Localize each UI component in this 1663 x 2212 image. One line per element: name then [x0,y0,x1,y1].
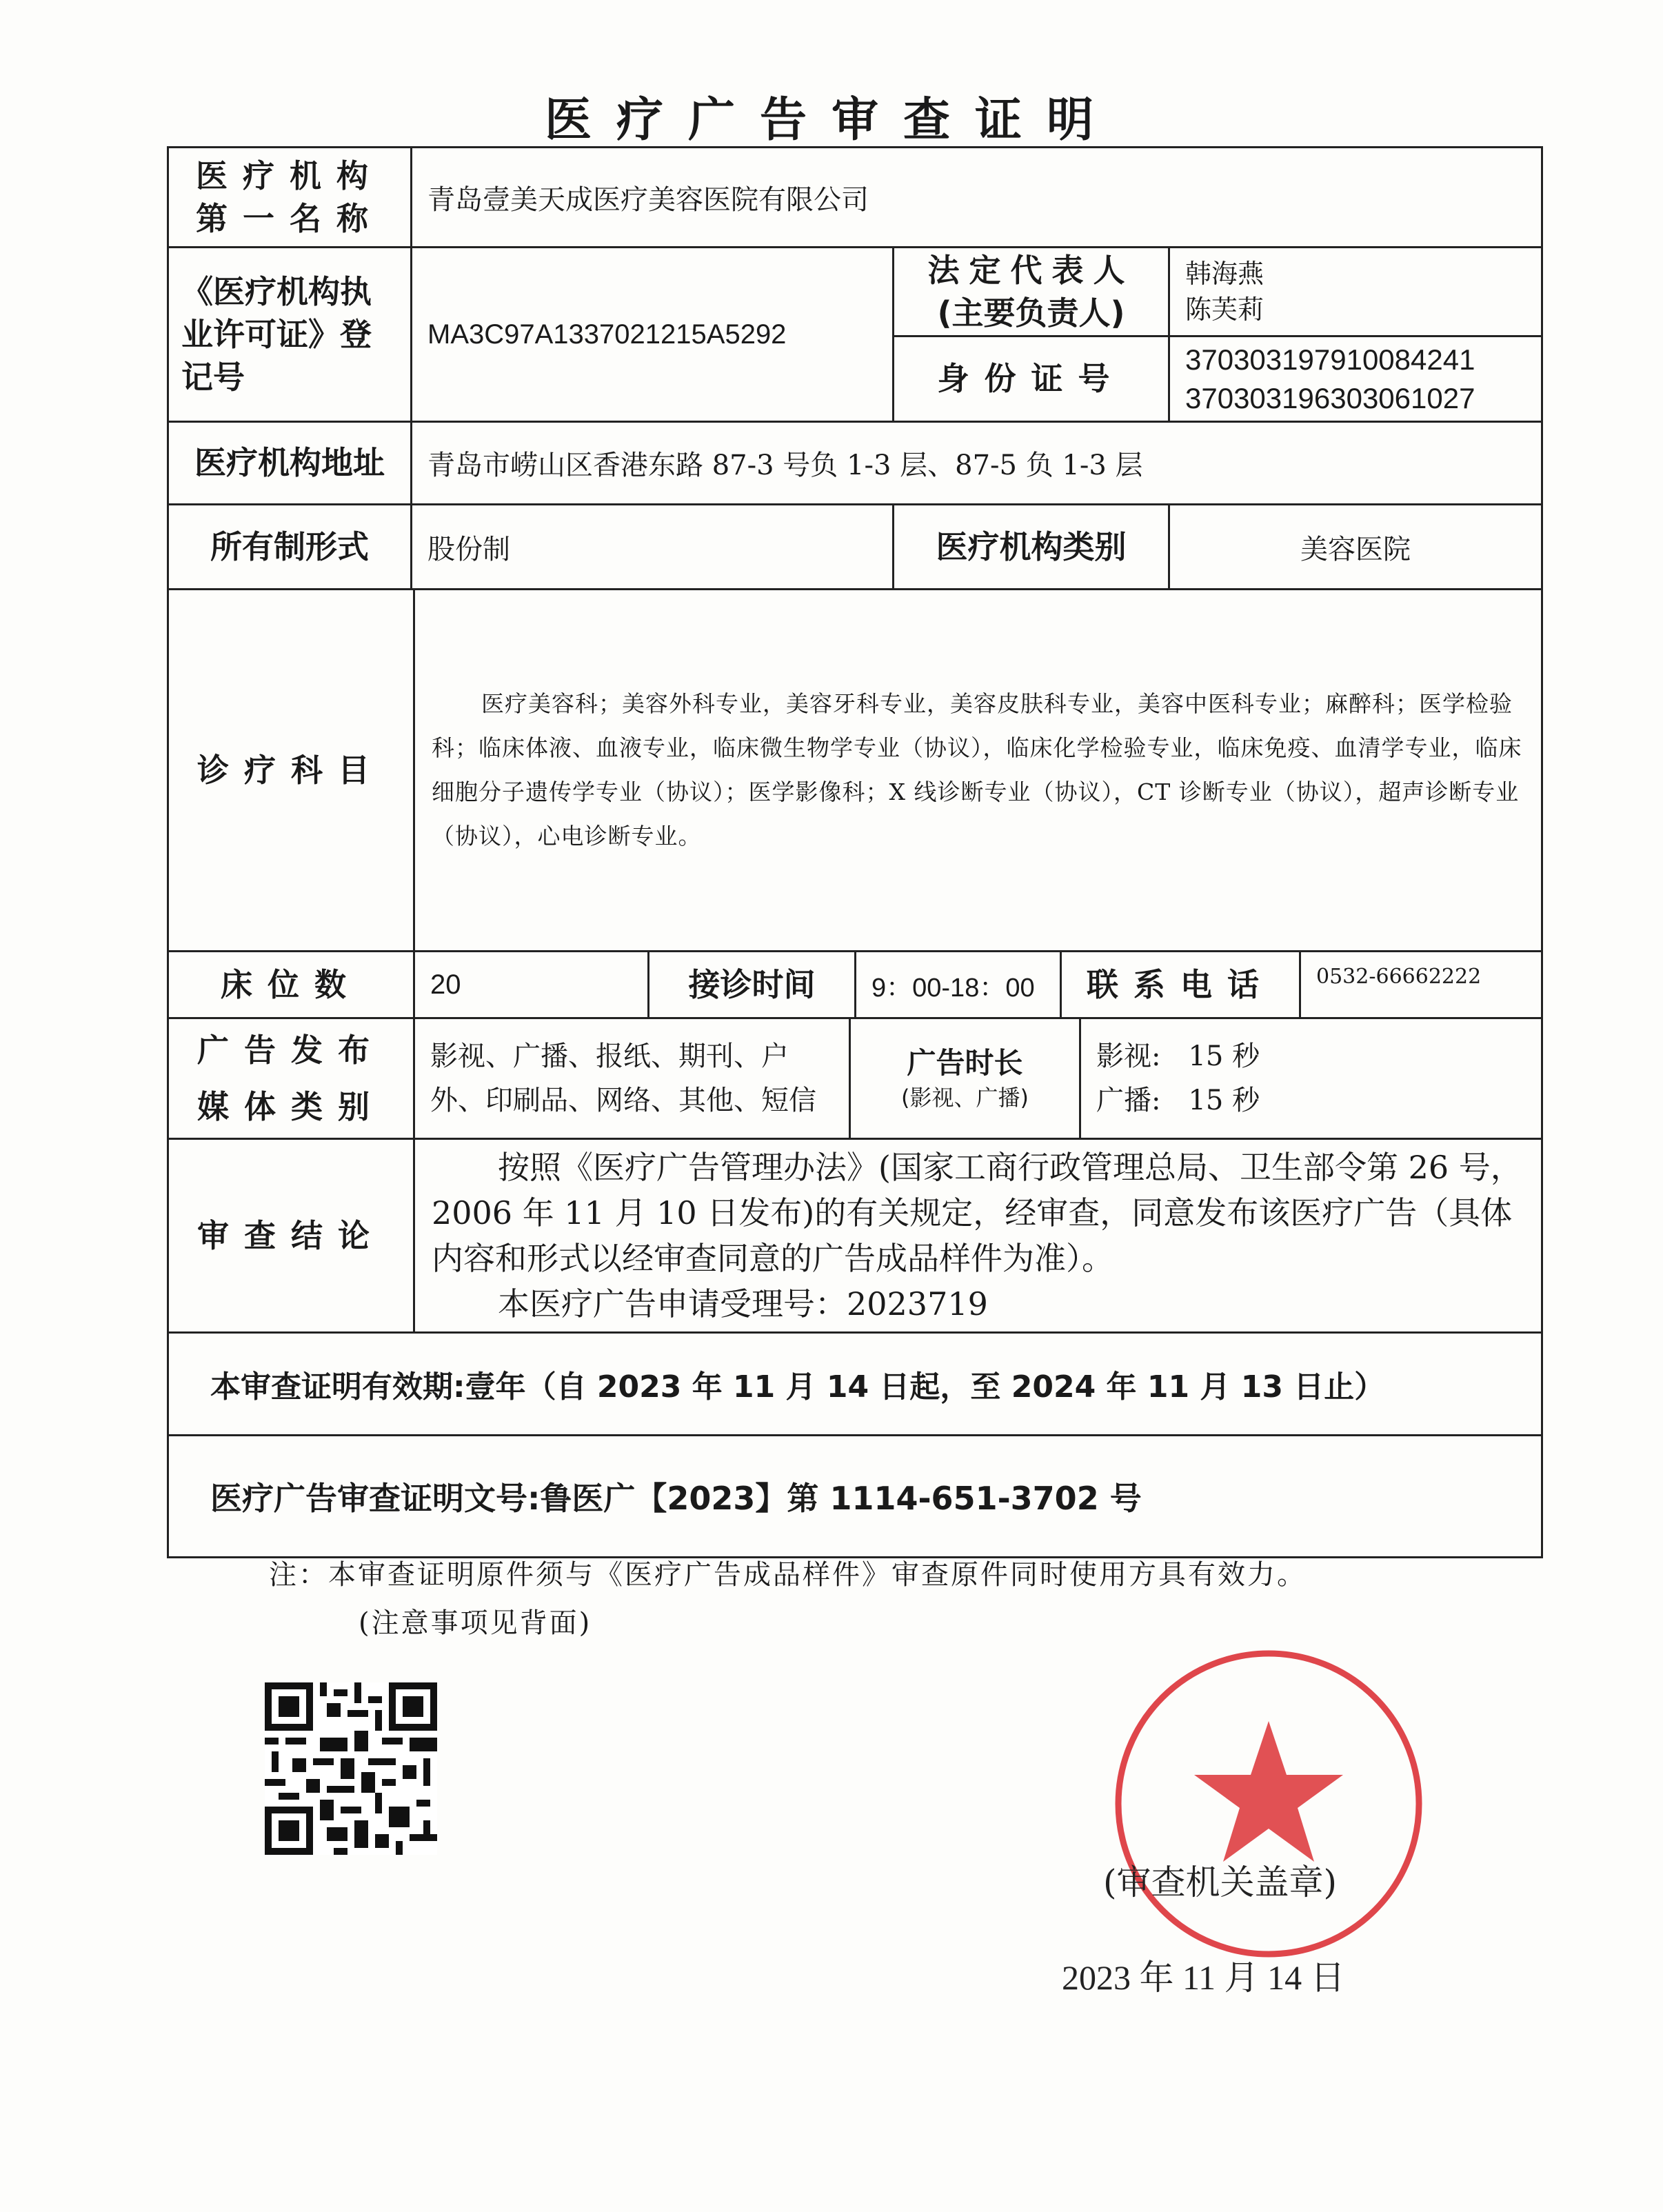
media-value [413,1017,851,1140]
legal-rep-label-main: 法定代表人 [927,251,1135,289]
id-number-1: 370303197910084241 [1185,343,1475,376]
seal-caption: (审查机关盖章) [1103,1862,1338,1902]
address-label: 医疗机构地址 [167,421,412,505]
conclusion-text [415,1145,1541,1327]
note-back-reference: (注意事项见背面) [359,1607,592,1639]
legal-rep-label-sub: (主要负责人) [937,294,1125,332]
conclusion-label: 审查结论 [167,1138,415,1334]
validity-row: 本审查证明有效期:壹年（自 2023 年 11 月 14 日起，至 2024 年 11 月 13 日止） [167,1331,1543,1436]
issue-date: 2023 年 11 月 14 日 [1062,1958,1345,1997]
media-label-line2: 媒体类别 [197,1088,385,1125]
ownership-label: 所有制形式 [167,503,412,590]
doc-number-row: 医疗广告审查证明文号:鲁医广【2023】第 1114-651-3702 号 [167,1434,1543,1558]
qr-code [265,1682,437,1855]
beds-value: 20 [413,950,649,1019]
certificate-form [167,146,1543,1558]
phone-label: 联系电话 [1060,950,1301,1019]
institution-name-label: 医疗机构第一名称 [167,146,412,248]
media-value-line2: 外、印刷品、网络、其他、短信 [430,1085,816,1116]
ad-duration-label-sub: (影视、广播) [901,1084,1029,1111]
institution-address: 青岛市崂山区香港东路 87-3 号负 1-3 层、87-5 负 1-3 层 [410,421,1543,505]
note-line: 注：本审查证明原件须与《医疗广告成品样件》审查原件同时使用方具有效力。 [269,1559,1307,1591]
ad-duration-label-main: 广告时长 [907,1046,1023,1080]
ad-duration-tv: 影视: 15 秒 [1096,1040,1260,1072]
license-number: MA3C97A1337021215A5292 [410,246,894,423]
legal-rep-2: 陈芙莉 [1185,294,1264,325]
ad-duration-label [849,1017,1081,1140]
phone-value: 0532-66662222 [1299,950,1543,1019]
departments-text: 医疗美容科；美容外科专业，美容牙科专业，美容皮肤科专业，美容中医科专业；麻醉科；医学检验科；临床体液、血液专业，临床微生物学专业（协议），临床化学检验专业，临床免疫、血清学专业，临床细胞分子遗传学专业（协议）；医学影像科；X 线诊断专业（协议），CT 诊断专业（协议），超声诊断专业（协议），心电诊断专业。 [432,690,1522,849]
departments-label: 诊疗科目 [167,588,415,952]
id-number-2: 370303196303061027 [1185,381,1475,414]
institution-type: 美容医院 [1168,503,1543,590]
media-label [167,1017,415,1140]
beds-label: 床位数 [167,950,415,1019]
official-seal-stamp [1110,1645,1427,1962]
legal-rep-1: 韩海燕 [1185,259,1264,289]
ad-duration-radio: 广播: 15 秒 [1096,1085,1260,1116]
conclusion-cell [413,1138,1543,1334]
id-numbers [1168,335,1543,423]
conclusion-body: 按照《医疗广告管理办法》(国家工商行政管理总局、卫生部令第 26 号，2006 年 11 月 10 日发布)的有关规定，经审查，同意发布该医疗广告（具体内容和形式以经审查同意的广告成品样件为准）。 [432,1149,1522,1277]
departments-cell [413,588,1543,952]
ownership-value: 股份制 [410,503,894,590]
media-value-line1: 影视、广播、报纸、期刊、户 [430,1040,789,1072]
legal-rep-label [892,246,1170,337]
hours-label: 接诊时间 [647,950,856,1019]
license-label: 《医疗机构执业许可证》登记号 [167,246,412,423]
ad-duration-value [1079,1017,1543,1140]
institution-name: 青岛壹美天成医疗美容医院有限公司 [410,146,1543,248]
conclusion-application-no: 本医疗广告申请受理号：2023719 [498,1285,988,1323]
document-title: 医疗广告审查证明 [544,93,1118,148]
media-label-line1: 广告发布 [197,1032,385,1069]
institution-type-label: 医疗机构类别 [892,503,1170,590]
hours-value: 9：00-18：00 [854,950,1062,1019]
legal-rep-names [1168,246,1543,337]
id-number-label: 身份证号 [892,335,1170,423]
